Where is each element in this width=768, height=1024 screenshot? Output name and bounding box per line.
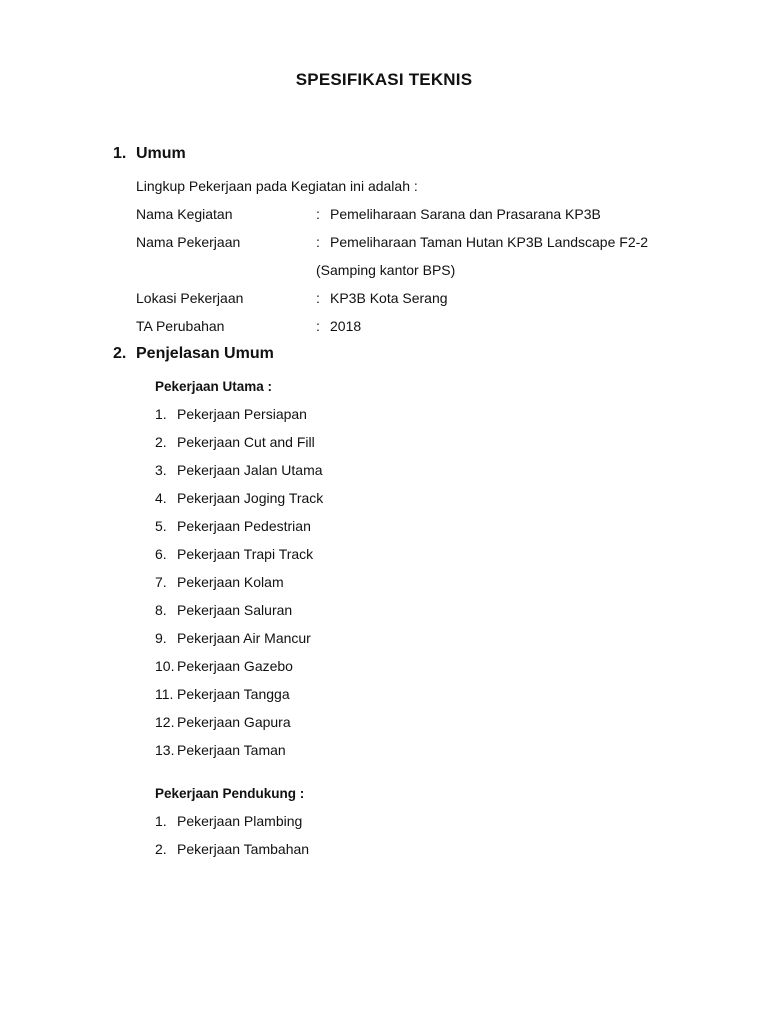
list-item-text: Pekerjaan Tambahan: [177, 841, 310, 857]
field-label: Lokasi Pekerjaan: [136, 290, 244, 306]
section-2-title: Penjelasan Umum: [136, 345, 274, 362]
field-ta-perubahan: [136, 318, 696, 338]
support-work-heading: Pekerjaan Pendukung :: [155, 786, 305, 801]
list-item-number: 2.: [155, 434, 167, 450]
list-item-text: Pekerjaan Gazebo: [177, 658, 293, 674]
list-item: [155, 742, 286, 762]
field-colon: :: [316, 206, 320, 222]
document-title: SPESIFIKASI TEKNIS: [295, 70, 473, 89]
list-item-number: 3.: [155, 462, 167, 478]
list-item: [155, 518, 311, 538]
field-value: Pemeliharaan Taman Hutan KP3B Landscape F2-2: [330, 234, 649, 250]
list-item: [155, 406, 307, 426]
list-item-text: Pekerjaan Trapi Track: [177, 546, 314, 562]
field-nama-pekerjaan-continuation: (Samping kantor BPS): [316, 262, 456, 278]
field-lokasi-pekerjaan: [136, 290, 696, 310]
list-item-text: Pekerjaan Pedestrian: [177, 518, 311, 534]
list-item: [155, 630, 311, 650]
list-item-text: Pekerjaan Gapura: [177, 714, 291, 730]
list-item-number: 1.: [155, 406, 167, 422]
list-item-text: Pekerjaan Taman: [177, 742, 286, 758]
field-value: Pemeliharaan Sarana dan Prasarana KP3B: [330, 206, 601, 222]
list-item-number: 12.: [155, 714, 175, 730]
list-item-number: 6.: [155, 546, 167, 562]
list-item: [155, 602, 292, 622]
list-item: [155, 686, 290, 706]
list-item: [155, 813, 302, 833]
field-label: TA Perubahan: [136, 318, 225, 334]
list-item-text: Pekerjaan Kolam: [177, 574, 284, 590]
field-colon: :: [316, 234, 320, 250]
field-nama-pekerjaan: [136, 234, 696, 254]
section-1-heading: [113, 145, 186, 163]
section-1-title: Umum: [136, 145, 186, 162]
list-item: [155, 490, 323, 510]
list-item: [155, 714, 291, 734]
list-item-text: Pekerjaan Tangga: [177, 686, 290, 702]
list-item: [155, 434, 315, 454]
list-item: [155, 462, 323, 482]
list-item-number: 13.: [155, 742, 175, 758]
list-item: [155, 546, 313, 566]
list-item-number: 1.: [155, 813, 167, 829]
list-item-text: Pekerjaan Persiapan: [177, 406, 307, 422]
list-item: [155, 841, 309, 861]
list-item: [155, 658, 293, 678]
field-label: Nama Pekerjaan: [136, 234, 241, 250]
list-item-text: Pekerjaan Cut and Fill: [177, 434, 315, 450]
list-item-text: Pekerjaan Saluran: [177, 602, 293, 618]
list-item-text: Pekerjaan Joging Track: [177, 490, 324, 506]
section-1-number: 1.: [113, 145, 127, 162]
field-value: KP3B Kota Serang: [330, 290, 448, 306]
list-item: [155, 574, 284, 594]
section-2-number: 2.: [113, 345, 127, 362]
field-label: Nama Kegiatan: [136, 206, 233, 222]
field-value: 2018: [330, 318, 362, 334]
list-item-number: 5.: [155, 518, 167, 534]
main-work-heading: Pekerjaan Utama :: [155, 379, 273, 394]
field-nama-kegiatan: [136, 206, 696, 226]
list-item-number: 4.: [155, 490, 167, 506]
list-item-number: 7.: [155, 574, 167, 590]
field-colon: :: [316, 318, 320, 334]
list-item-number: 10.: [155, 658, 175, 674]
list-item-number: 9.: [155, 630, 167, 646]
list-item-number: 8.: [155, 602, 167, 618]
list-item-number: 11.: [155, 686, 174, 702]
list-item-text: Pekerjaan Plambing: [177, 813, 303, 829]
list-item-text: Pekerjaan Jalan Utama: [177, 462, 323, 478]
list-item-text: Pekerjaan Air Mancur: [177, 630, 311, 646]
list-item-number: 2.: [155, 841, 167, 857]
field-colon: :: [316, 290, 320, 306]
section-2-heading: [113, 345, 274, 363]
section-1-intro: Lingkup Pekerjaan pada Kegiatan ini adalah :: [136, 178, 418, 194]
